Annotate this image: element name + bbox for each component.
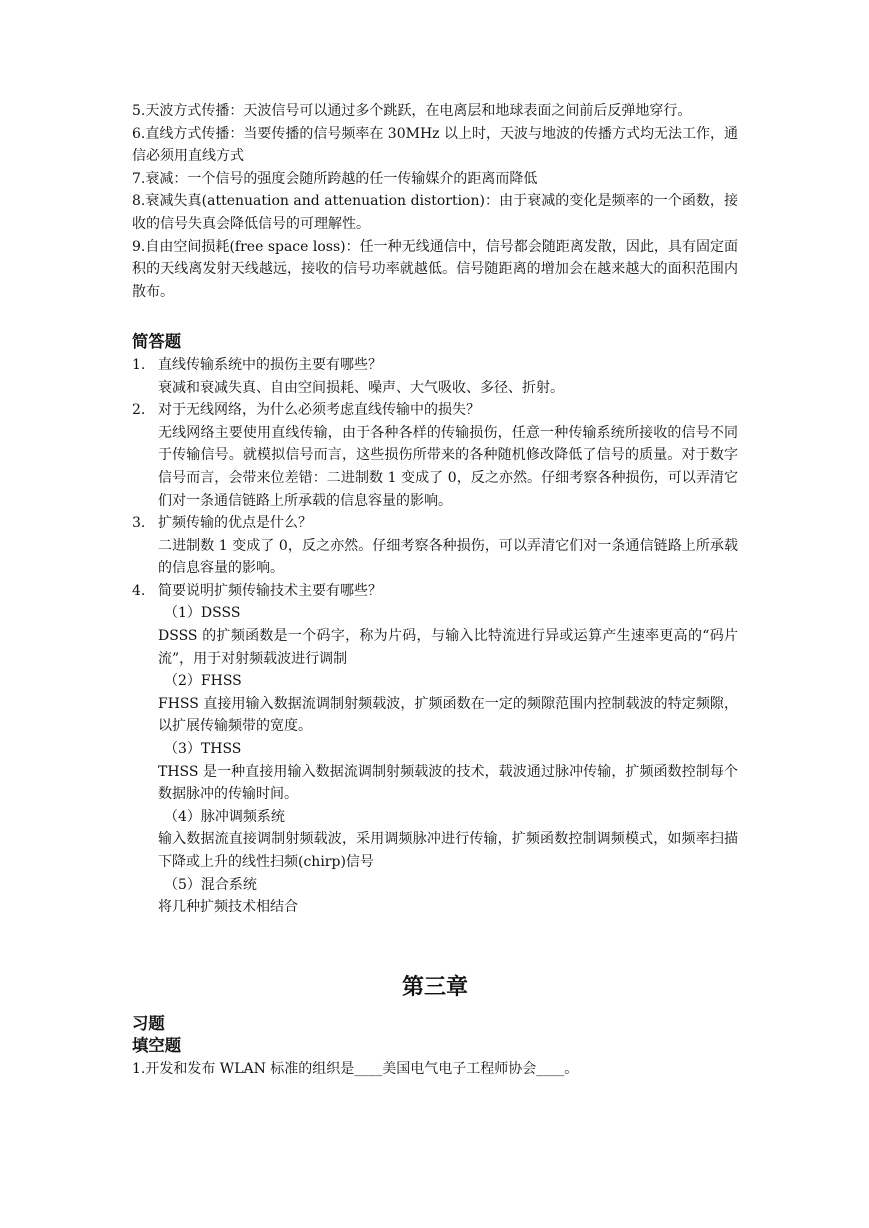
question-number: 3.	[132, 515, 146, 532]
definition-8: 8.衰减失真(attenuation and attenuation distortion)：由于衰减的变化是频率的一个函数，接收的信号失真会降低信号的可理解性。	[132, 193, 738, 232]
sub-label-dsss: （1）DSSS	[164, 605, 241, 622]
sub-text-thss: THSS 是一种直接用输入数据流调制射频载波的技术，载波通过脉冲传输，扩频函数控制每个数据脉冲的传输时间。	[158, 763, 738, 803]
question-item-1	[132, 354, 738, 399]
question-number: 4.	[132, 582, 146, 599]
question-number: 2.	[132, 402, 146, 419]
spacer	[132, 303, 738, 331]
definition-6: 6.直线方式传播：当要传播的信号频率在 30MHz 以上时，天波与地波的传播方式均无法工作，通信必须用直线方式	[132, 125, 738, 165]
fill-blank-item-1: 1.开发和发布 WLAN 标准的组织是____美国电气电子工程师协会____。	[132, 1060, 579, 1077]
answer-text: 二进制数 1 变成了 0，反之亦然。仔细考察各种损伤，可以弄清它们对一条通信链路上所承载的信息容量的影响。	[158, 537, 738, 577]
fill-blank-heading: 填空题	[132, 1036, 182, 1056]
question-number: 1.	[132, 356, 146, 373]
question-text: 扩频传输的优点是什么？	[158, 515, 312, 532]
question-text: 对于无线网络，为什么必须考虑直线传输中的损失？	[158, 402, 480, 419]
sub-text-hybrid: 将几种扩频技术相结合	[158, 899, 298, 916]
chapter-exercises	[132, 1013, 738, 1081]
answer-text: 衰减和衰减失真、自由空间损耗、噪声、大气吸收、多径、折射。	[158, 379, 564, 396]
definition-9: 9.自由空间损耗(free space loss)：任一种无线通信中，信号都会随距离发散，因此，具有固定面积的天线离发射天线越远，接收的信号功率就越低。信号随距离的增加会在越来越大的面积范围内散布。	[132, 238, 738, 300]
sub-text-chirp: 输入数据流直接调制射频载波，采用调频脉冲进行传输，扩频函数控制调频模式，如频率扫描下降或上升的线性扫频(chirp)信号	[158, 831, 738, 870]
sub-text-dsss: DSSS 的扩频函数是一个码字，称为片码，与输入比特流进行异或运算产生速率更高的“码片流”，用于对射频载波进行调制	[158, 628, 738, 667]
chapter-title: 第三章	[401, 973, 468, 1000]
question-item-2	[132, 399, 738, 512]
sub-label-chirp: （4）脉冲调频系统	[164, 808, 285, 825]
definitions-section	[132, 100, 738, 303]
definition-7: 7.衰减：一个信号的强度会随所跨越的任一传输媒介的距离而降低	[132, 170, 538, 187]
question-item-3	[132, 512, 738, 580]
question-text: 直线传输系统中的损伤主要有哪些？	[158, 356, 382, 373]
answer-text: 无线网络主要使用直线传输，由于各种各样的传输损伤，任意一种传输系统所接收的信号不同于传输信号。就模拟信号而言，这些损伤所带来的各种随机修改降低了信号的质量。对于数字信号而言，会带来位差错：二进制数 1 变成了 0，反之亦然。仔细考察各种损伤，可以弄清它们对一条通信链路上所承载的信息容量的影响。	[158, 424, 738, 509]
page-content	[132, 100, 738, 1081]
question-text: 简要说明扩频传输技术主要有哪些？	[158, 582, 382, 599]
sub-label-hybrid: （5）混合系统	[164, 876, 257, 893]
sub-label-fhss: （2）FHSS	[164, 673, 242, 690]
question-item-4	[132, 580, 738, 919]
short-answer-list	[132, 354, 738, 919]
sub-label-thss: （3）THSS	[164, 741, 242, 758]
sub-text-fhss: FHSS 直接用输入数据流调制射频载波，扩频函数在一定的频隙范围内控制载波的特定频隙，以扩展传输频带的宽度。	[158, 695, 738, 735]
short-answer-section	[132, 331, 738, 918]
definition-5: 5.天波方式传播：天波信号可以通过多个跳跃，在电离层和地球表面之间前后反弹地穿行。	[132, 103, 692, 119]
exercises-heading: 习题	[132, 1013, 165, 1033]
short-answer-heading: 简答题	[132, 332, 182, 352]
